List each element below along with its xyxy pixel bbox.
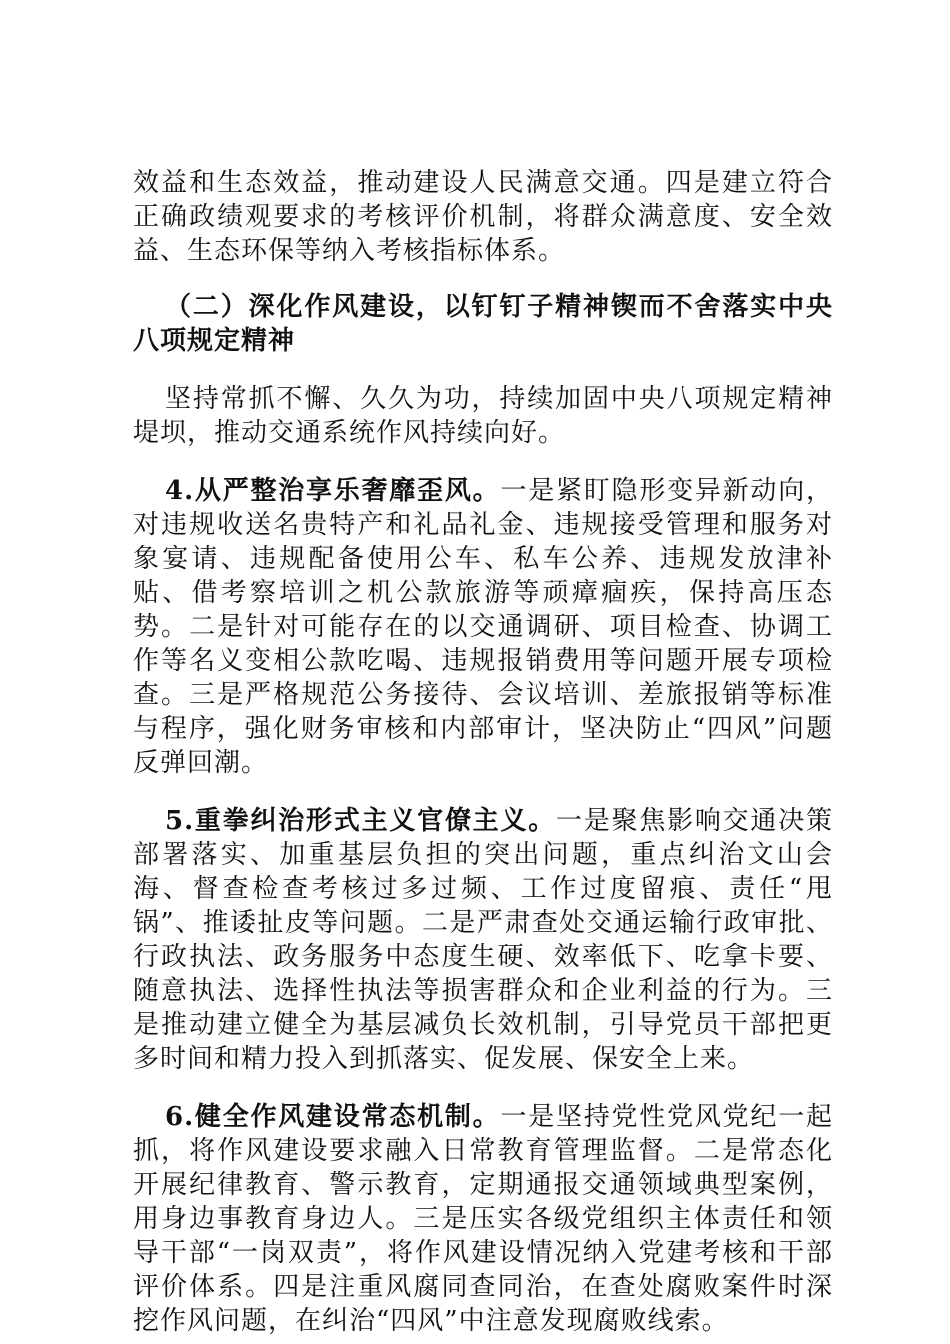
item-body-6: 一是坚持党性党风党纪一起抓，将作风建设要求融入日常教育管理监督。二是常态化开展纪律教育、警示教育，定期通报交通领域典型案例，用身边事教育身边人。三是压实各级党组织主体责任和领导干部“一岗双责”，将作风建设情况纳入党建考核和干部评价体系。四是注重风腐同查同治，在查处腐败案件时深挖作风问题，在纠治“四风”中注意发现腐败线索。 bbox=[133, 1102, 833, 1336]
item-lead-6: 6.健全作风建设常态机制。 bbox=[165, 1102, 501, 1132]
document-page bbox=[133, 166, 833, 1338]
intro-paragraph: 坚持常抓不懈、久久为功，持续加固中央八项规定精神堤坝，推动交通系统作风持续向好。 bbox=[133, 384, 833, 448]
item-paragraph-4 bbox=[133, 474, 833, 780]
item-lead-5: 5.重拳纠治形式主义官僚主义。 bbox=[165, 806, 556, 836]
item-body-4: 一是紧盯隐形变异新动向，对违规收送名贵特产和礼品礼金、违规接受管理和服务对象宴请、违规配备使用公车、私车公养、违规发放津补贴、借考察培训之机公款旅游等顽瘴痼疾，保持高压态势。二是针对可能存在的以交通调研、项目检查、协调工作等名义变相公款吃喝、违规报销费用等问题开展专项检查。三是严格规范公务接待、会议培训、差旅报销等标准与程序，强化财务审核和内部审计，坚决防止“四风”问题反弹回潮。 bbox=[133, 476, 833, 778]
continuation-paragraph: 效益和生态效益，推动建设人民满意交通。四是建立符合正确政绩观要求的考核评价机制，将群众满意度、安全效益、生态环保等纳入考核指标体系。 bbox=[133, 168, 833, 266]
item-lead-4: 4.从严整治享乐奢靡歪风。 bbox=[165, 476, 501, 506]
item-paragraph-5 bbox=[133, 804, 833, 1076]
section-heading: （二）深化作风建设，以钉钉子精神锲而不舍落实中央八项规定精神 bbox=[133, 292, 833, 356]
item-paragraph-6 bbox=[133, 1100, 833, 1338]
item-body-5: 一是聚焦影响交通决策部署落实、加重基层负担的突出问题，重点纠治文山会海、督查检查考核过多过频、工作过度留痕、责任“甩锅”、推诿扯皮等问题。二是严肃查处交通运输行政审批、行政执法、政务服务中态度生硬、效率低下、吃拿卡要、随意执法、选择性执法等损害群众和企业利益的行为。三是推动建立健全为基层减负长效机制，引导党员干部把更多时间和精力投入到抓落实、促发展、保安全上来。 bbox=[133, 806, 833, 1074]
